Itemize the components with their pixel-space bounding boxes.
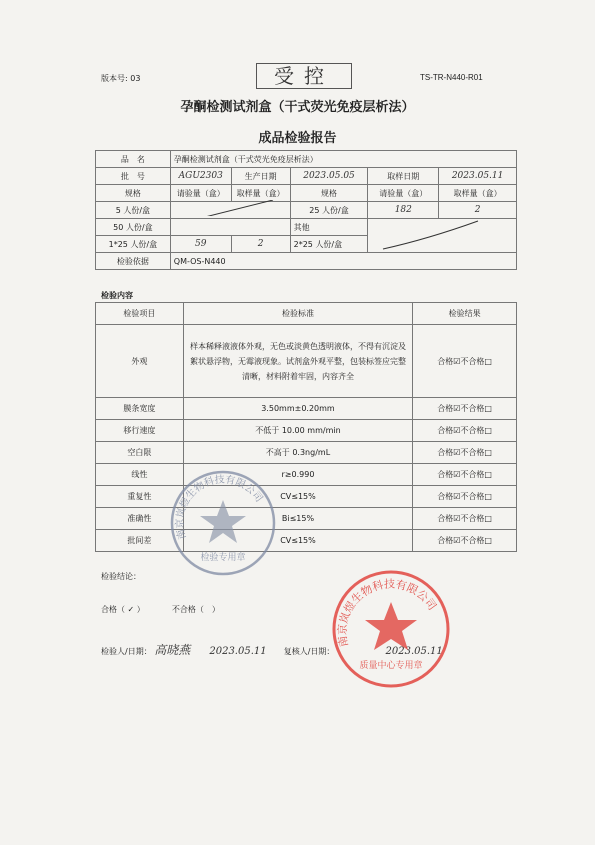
sample-qty-header-2: 取样量（盒） (439, 185, 517, 202)
spec-header: 规格 (96, 185, 171, 202)
spec-25-sample: 2 (439, 202, 517, 219)
standard-blank: 不高于 0.3ng/mL (183, 442, 412, 464)
batch-value: AGU2303 (170, 168, 231, 185)
strike-mark (378, 219, 498, 251)
spec-1x25-request: 59 (170, 236, 231, 253)
spec-5: 5 人份/盒 (96, 202, 171, 219)
product-value: 孕酮检测试剂盒（干式荧光免疫层析法） (170, 151, 516, 168)
result-accuracy: 合格☑不合格□ (413, 508, 517, 530)
standard-appearance: 样本稀释液液体外观，无色或淡黄色透明液体，不得有沉淀及絮状悬浮物，无霉液现象。试剂盒外观平整，包装标签应完整清晰，材料附着牢固，内容齐全 (183, 325, 412, 398)
spec-1x25-sample: 2 (231, 236, 290, 253)
fail-option: 不合格（ ） (171, 605, 220, 614)
spec-50-empty (170, 219, 290, 236)
inspection-stamp (168, 468, 278, 578)
item-accuracy: 准确性 (96, 508, 184, 530)
result-linearity: 合格☑不合格□ (413, 464, 517, 486)
document-title: 孕酮检测试剂盒（干式荧光免疫层析法） (180, 100, 415, 115)
spec-50: 50 人份/盒 (96, 219, 171, 236)
document-number: TS-TR-N440-R01 (420, 73, 483, 82)
result-width: 合格☑不合格□ (413, 398, 517, 420)
inspection-stamp-text: 南京岚煜生物科技有限公司 (174, 474, 265, 541)
sample-date-label: 取样日期 (368, 168, 439, 185)
result-appearance: 合格☑不合格□ (413, 325, 517, 398)
result-repeatability: 合格☑不合格□ (413, 486, 517, 508)
inspector-signature: 高晓燕 (154, 643, 191, 657)
col-item-header: 检验项目 (96, 303, 184, 325)
pass-option: 合格（ ✓ ） (101, 605, 145, 614)
quality-stamp (330, 568, 452, 690)
inspector-label: 检验人/日期： (101, 647, 152, 656)
conclusion-options (101, 604, 220, 615)
spec-other: 其他 (290, 219, 368, 236)
quality-stamp-text: 南京岚煜生物科技有限公司 (335, 577, 439, 648)
inspection-stamp-sub: 检验专用章 (200, 553, 246, 563)
basis-value: QM-OS-N440 (170, 253, 516, 270)
request-header: 请验量（盒） (170, 185, 231, 202)
batch-label: 批 号 (96, 168, 171, 185)
item-width: 膜条宽度 (96, 398, 184, 420)
standard-migration: 不低于 10.00 mm/min (183, 420, 412, 442)
basis-label: 检验依据 (96, 253, 171, 270)
item-appearance: 外观 (96, 325, 184, 398)
standard-linearity: r≥0.990 (183, 464, 412, 486)
other-slash-cell (368, 219, 517, 253)
col-result-header: 检验结果 (413, 303, 517, 325)
spec-25: 25 人份/盒 (290, 202, 368, 219)
prod-date-value: 2023.05.05 (290, 168, 368, 185)
item-migration: 移行速度 (96, 420, 184, 442)
standard-accuracy: Bi≤15% (183, 508, 412, 530)
result-blank: 合格☑不合格□ (413, 442, 517, 464)
spec-header-2: 规格 (290, 185, 368, 202)
sample-qty-header: 取样量（盒） (231, 185, 290, 202)
quality-stamp-sub: 质量中心专用章 (359, 661, 423, 671)
product-label: 品 名 (96, 151, 171, 168)
sample-date-value: 2023.05.11 (439, 168, 517, 185)
item-repeatability: 重复性 (96, 486, 184, 508)
spec-5-slash-cell (170, 202, 290, 219)
section-label: 检验内容 (101, 291, 133, 300)
col-standard-header: 检验标准 (183, 303, 412, 325)
standard-width: 3.50mm±0.20mm (183, 398, 412, 420)
version-number: 版本号: 03 (101, 74, 141, 83)
spec-1x25: 1*25 人份/盒 (96, 236, 171, 253)
reviewer-label: 复核人/日期： (283, 647, 335, 656)
controlled-stamp: 受控 (256, 63, 352, 89)
spec-2x25: 2*25 人份/盒 (290, 236, 368, 253)
result-migration: 合格☑不合格□ (413, 420, 517, 442)
spec-25-request: 182 (368, 202, 439, 219)
item-batch-diff: 批间差 (96, 530, 184, 552)
standard-repeatability: CV≤15% (183, 486, 412, 508)
inspector-date: 2023.05.11 (209, 646, 267, 657)
prod-date-label: 生产日期 (231, 168, 290, 185)
conclusion-label: 检验结论： (101, 572, 141, 581)
strike-mark (191, 200, 291, 216)
product-info-table (95, 150, 517, 270)
item-linearity: 线性 (96, 464, 184, 486)
request-header-2: 请验量（盒） (368, 185, 439, 202)
result-batch-diff: 合格☑不合格□ (413, 530, 517, 552)
reviewer-date: 2023.05.11 (385, 646, 443, 657)
item-blank: 空白限 (96, 442, 184, 464)
report-subtitle: 成品检验报告 (258, 131, 337, 146)
inspection-table (95, 302, 517, 552)
standard-batch-diff: CV≤15% (183, 530, 412, 552)
